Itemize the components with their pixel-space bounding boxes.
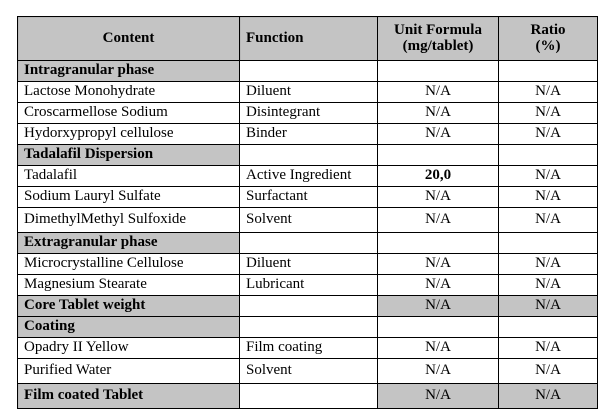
content-cell: Magnesium Stearate (18, 275, 240, 296)
section-empty-cell (240, 317, 378, 338)
unit-cell: N/A (378, 359, 499, 384)
section-empty-cell (240, 233, 378, 254)
ratio-cell: N/A (499, 208, 598, 233)
total-empty-cell (240, 296, 378, 317)
section-empty-cell (499, 145, 598, 166)
table-row (18, 166, 598, 187)
section-label: Tadalafil Dispersion (18, 145, 240, 166)
table-row (18, 208, 598, 233)
total-unit-cell: N/A (378, 384, 499, 409)
total-row (18, 296, 598, 317)
section-empty-cell (499, 61, 598, 82)
content-cell: DimethylMethyl Sulfoxide (18, 208, 240, 233)
unit-cell: 20,0 (378, 166, 499, 187)
content-cell: Sodium Lauryl Sulfate (18, 187, 240, 208)
section-label: Extragranular phase (18, 233, 240, 254)
ratio-cell: N/A (499, 166, 598, 187)
unit-cell: N/A (378, 124, 499, 145)
header-unit-formula (378, 17, 499, 61)
function-cell: Disintegrant (240, 103, 378, 124)
total-label: Core Tablet weight (18, 296, 240, 317)
section-label: Coating (18, 317, 240, 338)
total-empty-cell (240, 384, 378, 409)
ratio-cell: N/A (499, 254, 598, 275)
function-cell: Film coating (240, 338, 378, 359)
function-cell: Surfactant (240, 187, 378, 208)
function-cell: Diluent (240, 82, 378, 103)
function-cell: Solvent (240, 359, 378, 384)
section-row (18, 145, 598, 166)
header-function: Function (240, 17, 378, 61)
header-content: Content (18, 17, 240, 61)
total-ratio-cell: N/A (499, 296, 598, 317)
content-cell: Tadalafil (18, 166, 240, 187)
ratio-cell: N/A (499, 187, 598, 208)
section-row (18, 233, 598, 254)
ratio-cell: N/A (499, 103, 598, 124)
section-empty-cell (378, 233, 499, 254)
section-empty-cell (378, 145, 499, 166)
header-ratio-line2: (%) (535, 37, 561, 54)
content-cell: Microcrystalline Cellulose (18, 254, 240, 275)
total-ratio-cell: N/A (499, 384, 598, 409)
content-cell: Croscarmellose Sodium (18, 103, 240, 124)
ratio-cell: N/A (499, 338, 598, 359)
content-cell: Hydorxypropyl cellulose (18, 124, 240, 145)
header-ratio (499, 17, 598, 61)
section-row (18, 61, 598, 82)
formulation-table (17, 16, 598, 409)
unit-cell: N/A (378, 103, 499, 124)
content-cell: Lactose Monohydrate (18, 82, 240, 103)
section-empty-cell (499, 317, 598, 338)
unit-cell: N/A (378, 208, 499, 233)
ratio-cell: N/A (499, 359, 598, 384)
section-label: Intragranular phase (18, 61, 240, 82)
ratio-cell: N/A (499, 275, 598, 296)
total-unit-cell: N/A (378, 296, 499, 317)
table-row (18, 338, 598, 359)
content-cell: Opadry II Yellow (18, 338, 240, 359)
table-row (18, 124, 598, 145)
ratio-cell: N/A (499, 124, 598, 145)
content-cell: Purified Water (18, 359, 240, 384)
table-row (18, 359, 598, 384)
function-cell: Active Ingredient (240, 166, 378, 187)
table-row (18, 254, 598, 275)
table-row (18, 103, 598, 124)
table-row (18, 187, 598, 208)
header-unit-formula-line1: Unit Formula (394, 21, 482, 38)
section-empty-cell (499, 233, 598, 254)
header-unit-formula-line2: (mg/tablet) (402, 37, 474, 54)
section-empty-cell (240, 61, 378, 82)
unit-cell: N/A (378, 187, 499, 208)
section-row (18, 317, 598, 338)
unit-cell: N/A (378, 254, 499, 275)
section-empty-cell (240, 145, 378, 166)
ratio-cell: N/A (499, 82, 598, 103)
unit-cell: N/A (378, 82, 499, 103)
header-row (18, 17, 598, 61)
table-row (18, 82, 598, 103)
function-cell: Solvent (240, 208, 378, 233)
unit-cell: N/A (378, 275, 499, 296)
function-cell: Binder (240, 124, 378, 145)
total-label: Film coated Tablet (18, 384, 240, 409)
unit-cell: N/A (378, 338, 499, 359)
function-cell: Diluent (240, 254, 378, 275)
total-row (18, 384, 598, 409)
table-row (18, 275, 598, 296)
section-empty-cell (378, 61, 499, 82)
header-ratio-line1: Ratio (530, 21, 566, 38)
function-cell: Lubricant (240, 275, 378, 296)
section-empty-cell (378, 317, 499, 338)
